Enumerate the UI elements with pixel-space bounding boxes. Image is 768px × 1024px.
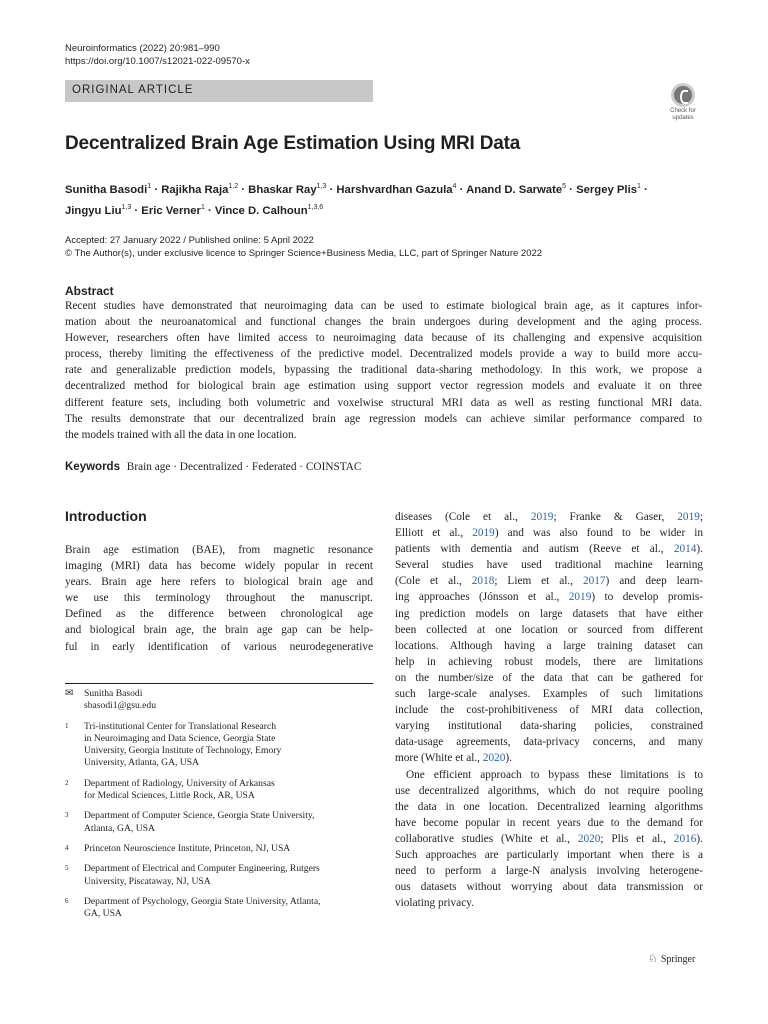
envelope-icon: ✉ [65,688,74,699]
body-text-line [395,606,703,622]
body-text-line [395,718,703,734]
body-text-line [395,622,703,638]
abstract-line: The results demonstrate that our decentralized brain age regression models can achieve similar performance compared to [65,412,702,425]
keywords-label: Keywords [65,461,120,473]
text-segment: diseases (Cole et al., [395,511,531,523]
introduction-column-right [395,509,703,911]
text-segment: been collected at one location or sourced from different [395,623,703,636]
body-text-line [395,509,703,525]
abstract-line: different feature sets, including both volumetric and voxelwise structural MRI data as well as resting functional MRI data. [65,396,702,409]
footnote-line: University, Georgia Institute of Technology, Emory [84,745,282,757]
author-name: Sunitha Basodi [65,183,148,196]
body-text-line [395,799,703,815]
footnote-divider [65,683,373,684]
body-text-line: we use this terminology throughout the manuscript. [65,592,373,605]
text-segment: ) to develop promis- [591,591,703,604]
affiliation-number: 5 [65,864,69,873]
footnote-line[interactable]: sbasodi1@gsu.edu [84,700,156,712]
footnote-line: GA, USA [84,908,122,920]
text-segment: ). [696,543,703,556]
author-separator: · [204,204,215,217]
footnote-line: Tri-institutional Center for Translational Research [84,720,277,732]
author-affiliation-marker: 1,3 [316,183,327,190]
text-segment: data-usage agreements, data-privacy concerns, and many [395,736,703,749]
abstract-heading: Abstract [65,284,114,298]
abstract-line: mation about the neuroanatomical and functional changes the brain undergoes during development and the aging process. [65,316,702,329]
introduction-column-left [65,542,373,655]
text-segment: such large-scale analyses. Examples of such limitations [395,688,703,701]
body-text-line [395,573,703,589]
citation-link[interactable]: 2019 [530,511,554,523]
text-segment: include the cost-prohibitiveness of MRI data collection, [395,704,703,717]
body-text-line [395,702,703,718]
footnote-line: in Neuroimaging and Data Science, Georgia State [84,732,276,744]
text-segment: need to perform a large-N analysis involving heterogene- [395,865,703,878]
text-segment: violating privacy. [395,897,474,910]
abstract-line: However, researchers often have limited access to neuroimaging data because of its challenging and expensive acquisition [65,332,702,345]
publisher-mark [648,952,695,965]
body-text-line [395,525,703,541]
article-type-badge: ORIGINAL ARTICLE [65,80,373,102]
author-name: Anand D. Sarwate [466,183,563,196]
abstract-line: rate and generalizable prediction models, bypassing the traditional data-sharing methodology. In this work, we propose a [65,364,702,377]
body-text-line [395,831,703,847]
text-segment: ). [505,752,513,765]
author-name: Eric Verner [141,204,201,217]
text-segment: Elliott et al., [395,527,473,540]
text-segment: have become popular in recent years due to the demand for [395,816,703,829]
citation-link[interactable]: 2014 [673,543,697,556]
body-text-line [395,670,703,686]
author-affiliation-marker: 1 [637,183,641,190]
journal-citation: Neuroinformatics (2022) 20:981–990 [65,43,220,54]
citation-link[interactable]: 2020 [577,832,601,845]
check-for-updates-button[interactable] [665,83,701,123]
footnote-line: Department of Electrical and Computer Engineering, Rutgers [84,863,320,875]
introduction-heading: Introduction [65,508,147,524]
footnote-line: for Medical Sciences, Little Rock, AR, USA [84,790,255,802]
affiliation-item [65,810,373,835]
affiliation-number: 1 [65,721,69,730]
text-segment: more (White et al., [395,752,483,765]
abstract-line: the models trained with all the data in one location. [65,428,297,441]
body-text-line [395,767,703,783]
body-text-line [395,815,703,831]
text-segment: ) and deep learn- [605,575,703,588]
abstract-line: process, thereby limiting the effectiveness of the predictive model. Decentralized models provide a way to build more accu- [65,348,702,361]
corresponding-author-note [65,688,373,713]
body-text-line [395,638,703,654]
body-text-line [395,895,703,911]
affiliations-footnotes [65,688,373,928]
body-text-line [395,863,703,879]
text-segment: One efficient approach to bypass these limitations is to [406,768,703,781]
body-text-line: imaging (MRI) data has become widely popular in recent [65,560,373,573]
text-segment: varying institutional data-sharing policies, constrained [395,720,703,733]
text-segment: locations. Although having a large training dataset can [395,639,703,652]
body-text-line [395,557,703,573]
author-name: Jingyu Liu [65,204,122,217]
abstract-line: decentralized method for biological brain age estimation using support vector regression models and evaluate it on three [65,380,702,393]
text-segment: use decentralized algorithms, which do not require pooling [395,784,703,797]
text-segment: ing approaches (Jónsson et al., [395,591,569,604]
author-separator: · [566,183,577,196]
body-text-line [395,654,703,670]
keywords-list: Brain age · Decentralized · Federated · COINSTAC [126,461,362,473]
citation-link[interactable]: 2016 [673,832,697,845]
author-name: Sergey Plis [576,183,637,196]
author-affiliation-marker: 5 [562,183,567,190]
author-affiliation-marker: 1,3,6 [307,203,324,211]
affiliation-number: 4 [65,843,69,852]
journal-info [65,42,250,68]
citation-link[interactable]: 2020 [482,752,506,765]
abstract-text [65,298,702,443]
text-segment: the data in one location. Decentralized learning algorithms [395,800,703,813]
author-name: Harshvardhan Gazula [336,183,453,196]
text-segment: collaborative studies (White et al., [395,832,578,845]
check-updates-label: Check for updates [670,108,696,121]
body-text-line [395,686,703,702]
text-segment: (Cole et al., [395,575,472,588]
author-separator: · [151,183,162,196]
affiliation-number: 3 [65,811,69,820]
text-segment: ; Liem et al., [494,575,583,588]
text-segment: patients with dementia and autism (Reeve et al., [395,543,674,556]
affiliation-item [65,863,373,888]
citation-link[interactable]: 2019 [568,591,592,604]
citation-link[interactable]: 2019 [472,527,495,540]
body-text-line: and biological brain age, the brain age gap can be help- [65,624,373,637]
affiliation-item [65,778,373,803]
footnote-line: Department of Radiology, University of Arkansas [84,777,275,789]
text-segment: help in achieving robust models, there are limitations [395,655,703,668]
accepted-published-line: Accepted: 27 January 2022 / Published online: 5 April 2022 [65,235,314,246]
text-segment: ; [699,511,703,523]
footnote-line: Department of Computer Science, Georgia State University, [84,810,315,822]
author-separator: · [640,183,648,196]
copyright-line: © The Author(s), under exclusive licence to Springer Science+Business Media, LLC, part of Springer Nature 2022 [65,248,543,259]
affiliation-item [65,896,373,921]
author-list [65,178,705,220]
body-text-line [395,879,703,895]
author-affiliation-marker: 1,3 [121,203,132,211]
text-segment: ; Plis et al., [600,832,674,845]
author-separator: · [238,183,249,196]
author-name: Vince D. Calhoun [214,204,308,217]
author-affiliation-marker: 1,2 [228,183,239,190]
body-text-line: ful in early identification of various neurodegenerative [65,640,373,653]
article-title: Decentralized Brain Age Estimation Using MRI Data [65,133,521,154]
author-separator: · [326,183,337,196]
body-text-line: Defined as the difference between chronological age [65,608,373,621]
author-separator: · [131,204,142,217]
text-segment: Several studies have used traditional machine learning [395,559,703,572]
publication-dates [65,234,542,260]
body-text-line [395,541,703,557]
check-updates-icon [671,83,695,107]
text-segment: ) and was also found to be wider in [494,527,704,540]
body-text-line [395,589,703,605]
citation-link[interactable]: 2019 [677,511,700,523]
affiliation-number: 6 [65,896,69,905]
author-separator: · [456,183,467,196]
author-name: Bhaskar Ray [248,183,317,196]
doi-link[interactable]: https://doi.org/10.1007/s12021-022-09570-x [65,56,250,67]
abstract-line: Recent studies have demonstrated that neuroimaging data can be used to estimate biological brain age, as it captures infor- [65,300,702,312]
keywords [65,461,361,473]
citation-link[interactable]: 2017 [582,575,606,588]
springer-horse-icon: ♘ [648,953,658,965]
body-text-line [395,847,703,863]
body-text-line [395,734,703,750]
text-segment: Such approaches are particularly important when there is a [395,848,703,861]
text-segment: on the number/size of the data that can be gathered for [395,671,703,684]
affiliation-number: 2 [65,778,69,787]
publisher-name: Springer [660,954,696,965]
body-text-line: Brain age estimation (BAE), from magnetic resonance [65,544,373,556]
citation-link[interactable]: 2018 [471,575,495,588]
author-affiliation-marker: 1 [147,183,152,190]
body-text-line: years. Brain age here refers to biological brain age and [65,576,373,589]
body-text-line [395,750,703,766]
author-name: Rajikha Raja [161,183,229,196]
author-affiliation-marker: 4 [452,183,457,190]
footnote-line: University, Piscataway, NJ, USA [84,875,211,887]
footnote-line: Sunitha Basodi [84,688,143,699]
footnote-line: Princeton Neuroscience Institute, Princeton, NJ, USA [84,842,291,854]
text-segment: ous datasets without worrying about data transmission or [395,881,703,894]
footnote-line: Atlanta, GA, USA [84,822,155,834]
body-text-line [395,783,703,799]
text-segment: ). [696,832,703,845]
text-segment: ; Franke & Gaser, [553,511,678,523]
affiliation-item [65,843,373,855]
author-affiliation-marker: 1 [200,203,205,211]
affiliation-item [65,721,373,770]
footnote-line: Department of Psychology, Georgia State University, Atlanta, [84,895,321,907]
text-segment: ing prediction models on large datasets that have either [395,607,703,620]
footnote-line: University, Atlanta, GA, USA [84,757,200,769]
